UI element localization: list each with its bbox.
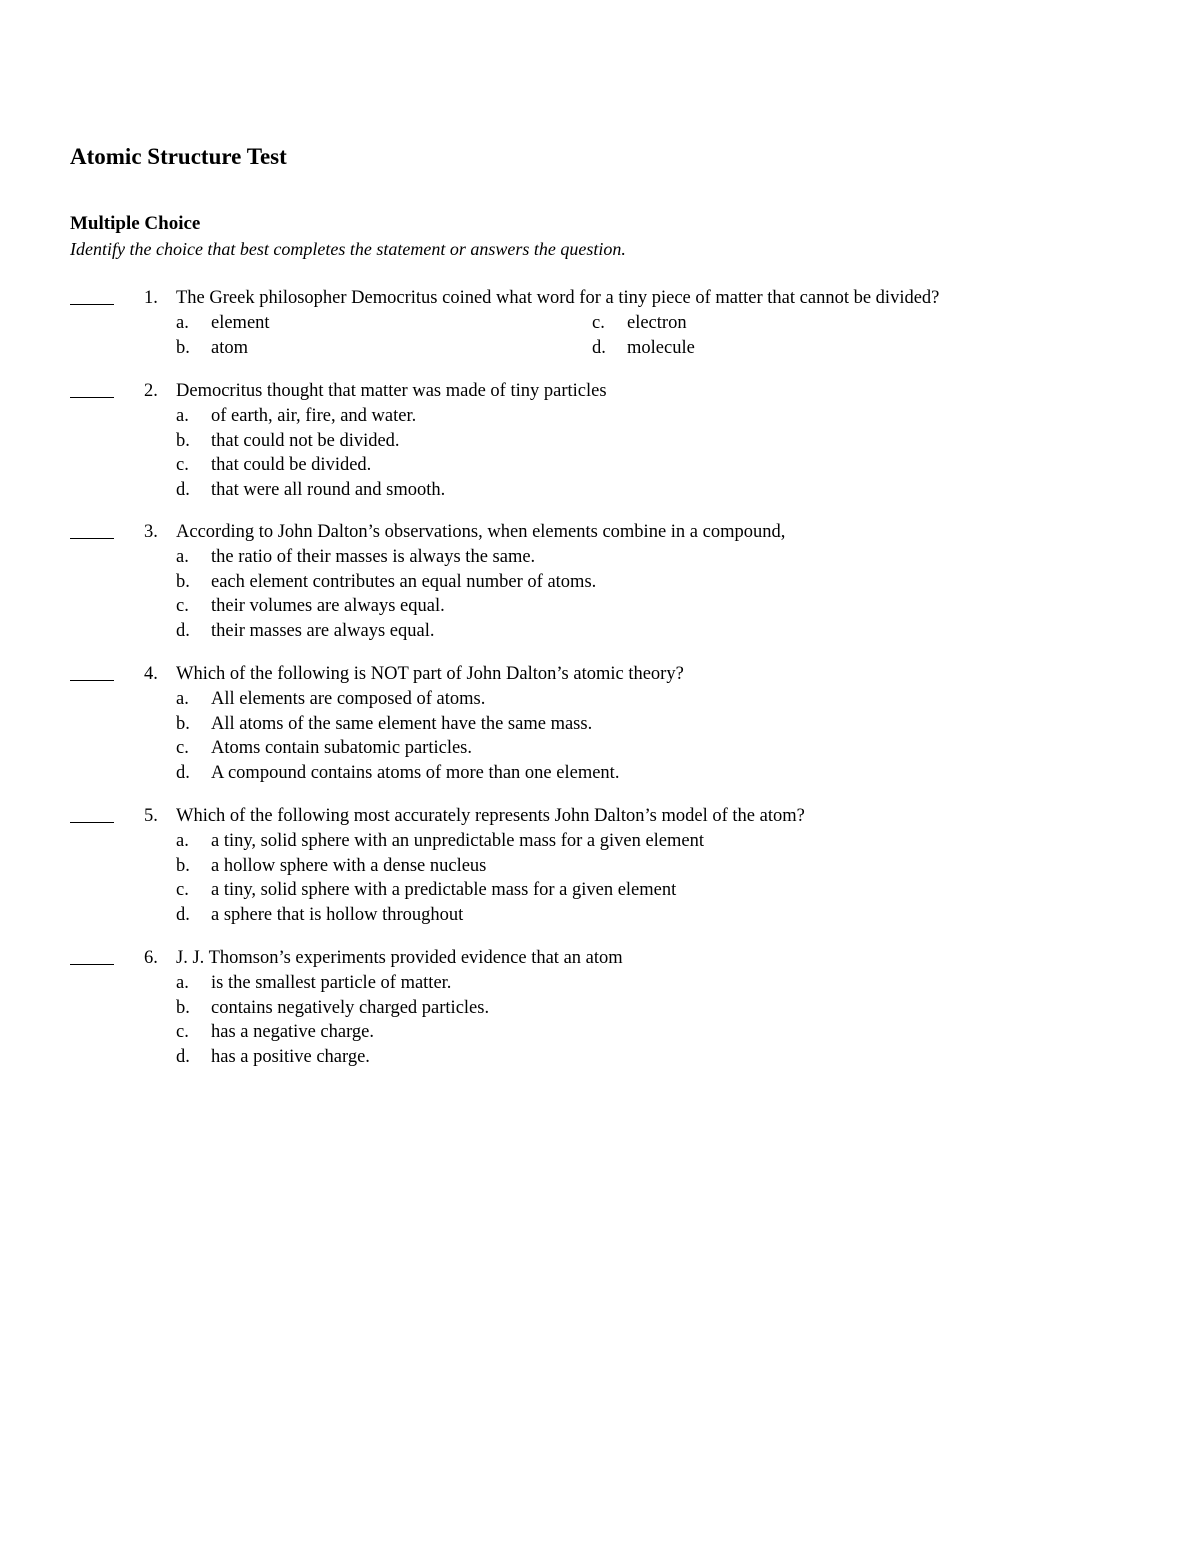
question-text: The Greek philosopher Democritus coined what word for a tiny piece of matter that cannot be divided? xyxy=(176,288,940,308)
choice-text: has a negative charge. xyxy=(211,1022,374,1043)
answer-blank[interactable] xyxy=(70,397,114,398)
choice-letter: a. xyxy=(176,689,189,709)
choice-text: of earth, air, fire, and water. xyxy=(211,406,417,426)
choice-letter: a. xyxy=(176,547,189,567)
question-number: 1. xyxy=(144,288,158,308)
choice-text: element xyxy=(211,313,270,333)
choice-text: their masses are always equal. xyxy=(211,621,435,642)
choice-letter: b. xyxy=(176,997,190,1018)
question-2 xyxy=(0,379,1200,503)
choice-text: a sphere that is hollow throughout xyxy=(211,905,464,926)
question-3 xyxy=(0,520,1200,644)
question-number: 5. xyxy=(144,806,158,826)
choice-text: electron xyxy=(627,313,687,333)
choice-text: has a positive charge. xyxy=(211,1047,370,1068)
question-1 xyxy=(0,286,1200,360)
question-text: Which of the following is NOT part of John Dalton’s atomic theory? xyxy=(176,664,684,684)
choice-letter: d. xyxy=(176,763,190,784)
answer-blank[interactable] xyxy=(70,304,114,305)
question-6 xyxy=(0,946,1200,1070)
choice-letter: b. xyxy=(176,571,190,592)
question-number: 2. xyxy=(144,381,158,401)
question-number: 4. xyxy=(144,664,158,684)
question-5 xyxy=(0,804,1200,928)
question-4 xyxy=(0,662,1200,786)
choice-text: Atoms contain subatomic particles. xyxy=(211,738,472,759)
choice-letter: c. xyxy=(176,738,189,759)
question-number: 6. xyxy=(144,948,158,968)
choice-text: A compound contains atoms of more than one element. xyxy=(211,763,620,784)
choice-text: contains negatively charged particles. xyxy=(211,997,490,1018)
choice-letter: d. xyxy=(592,337,606,358)
choice-text: the ratio of their masses is always the same. xyxy=(211,547,536,567)
choice-letter: c. xyxy=(176,880,189,901)
choice-letter: b. xyxy=(176,430,190,451)
choice-letter: a. xyxy=(176,831,189,851)
choice-text: that were all round and smooth. xyxy=(211,480,446,501)
choice-letter: b. xyxy=(176,855,190,876)
answer-blank[interactable] xyxy=(70,680,114,681)
choice-text: is the smallest particle of matter. xyxy=(211,973,452,993)
choice-letter: c. xyxy=(592,313,605,333)
answer-blank[interactable] xyxy=(70,822,114,823)
page-title: Atomic Structure Test xyxy=(70,144,287,169)
choice-text: All elements are composed of atoms. xyxy=(211,689,486,709)
choice-text: their volumes are always equal. xyxy=(211,596,445,617)
choice-text: that could not be divided. xyxy=(211,430,400,451)
choice-letter: d. xyxy=(176,480,190,501)
choice-text: that could be divided. xyxy=(211,455,372,476)
choice-letter: a. xyxy=(176,313,189,333)
choice-text: each element contributes an equal number of atoms. xyxy=(211,571,597,592)
choice-letter: b. xyxy=(176,713,190,734)
choice-letter: d. xyxy=(176,621,190,642)
instructions: Identify the choice that best completes the statement or answers the question. xyxy=(70,239,626,259)
choice-text: a hollow sphere with a dense nucleus xyxy=(211,855,487,876)
question-text: J. J. Thomson’s experiments provided evidence that an atom xyxy=(176,948,623,968)
choice-letter: c. xyxy=(176,596,189,617)
choice-text: atom xyxy=(211,337,248,358)
choice-letter: d. xyxy=(176,1047,190,1068)
answer-blank[interactable] xyxy=(70,538,114,539)
question-text: According to John Dalton’s observations, when elements combine in a compound, xyxy=(176,522,786,542)
section-heading: Multiple Choice xyxy=(70,213,201,234)
question-text: Which of the following most accurately represents John Dalton’s model of the atom? xyxy=(176,806,805,826)
choice-letter: a. xyxy=(176,406,189,426)
question-number: 3. xyxy=(144,522,158,542)
choice-letter: b. xyxy=(176,337,190,358)
choice-text: a tiny, solid sphere with a predictable mass for a given element xyxy=(211,880,677,901)
answer-blank[interactable] xyxy=(70,964,114,965)
choice-text: a tiny, solid sphere with an unpredictable mass for a given element xyxy=(211,831,705,851)
choice-text: molecule xyxy=(627,337,695,358)
choice-text: All atoms of the same element have the same mass. xyxy=(211,713,593,734)
choice-letter: d. xyxy=(176,905,190,926)
choice-letter: c. xyxy=(176,455,189,476)
choice-letter: a. xyxy=(176,973,189,993)
choice-letter: c. xyxy=(176,1022,189,1043)
question-text: Democritus thought that matter was made of tiny particles xyxy=(176,381,607,401)
